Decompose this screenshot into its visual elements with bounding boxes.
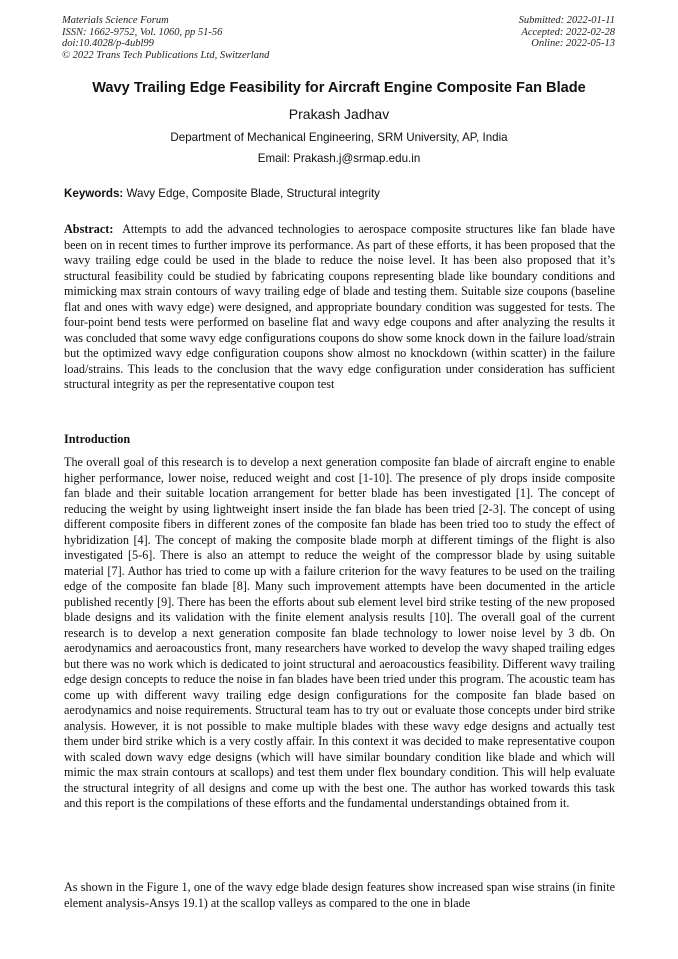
journal-name: Materials Science Forum (62, 15, 169, 26)
publication-dates (519, 15, 615, 50)
keywords (64, 187, 616, 200)
introduction-paragraph-2: As shown in the Figure 1, one of the wavy edge blade design features show increased span wise strains (in finite element analysis-Ansys 19.1) at the scallop valleys as compared to the one in blade (64, 880, 615, 910)
author-email: Email: Prakash.j@srmap.edu.in (257, 152, 421, 165)
abstract-label: Abstract: (64, 222, 114, 236)
date-submitted: Submitted: 2022-01-11 (518, 15, 615, 26)
introduction-heading: Introduction (64, 432, 131, 446)
abstract (64, 222, 615, 393)
date-online: Online: 2022-05-13 (531, 38, 615, 50)
abstract-text: Attempts to add the advanced technologies to aerospace composite structures like fan blade have been on in recent times to further improve its performance. As part of these efforts, it has been proposed that the wavy trailing edge could be used in the blade to reduce the noise level. It has been also proposed that it’s structural feasibility could be studied by fabricating coupons representing blade like boundary conditions and mimicking max strain contours of wavy trailing edge of blade and testing them. Suitable size coupons (baseline flat and ones with wavy edge) were designed, and appropriate boundary condition was suggested for tests. The four-point bend tests were performed on baseline flat and wavy edge coupons and after analyzing the results it was concluded that some wavy edge configurations coupons do show some knock down in the failure load/strain but the optimized wavy edge configuration coupons show almost no knockdown (within scatter) in the failure load/strains. This leads to the conclusion that the wavy edge configuration under consideration has sufficient structural integrity as per the representative coupon test (64, 222, 616, 391)
author-affiliation: Department of Mechanical Engineering, SRM University, AP, India (170, 131, 508, 144)
keywords-label: Keywords: (64, 187, 124, 200)
paper-title: Wavy Trailing Edge Feasibility for Aircraft Engine Composite Fan Blade (92, 80, 586, 96)
introduction-paragraph-1: The overall goal of this research is to develop a next generation composite fan blade of aircraft engine to enable higher performance, lower noise, reduced weight and cost [1-10]. The presence of ply drops inside composite fan blade and their suitable location arrangement for better blade has been investigated [1]. The concept of reducing the weight by using lightweight insert inside the fan blade has been tried [2-3]. The concept of using different composite fibers in different zones of the composite fan blade has been tried too to study the effect of hybridization [4]. The concept of making the composite blade morph at different timings of the flight is also investigated [5-6]. There is also an attempt to reduce the weight of the compressor blade by using suitable material [7]. Author has tried to come up with a failure criterion for the wavy features to be used on the trailing edge of the composite fan blade [8]. Many such improvement attempts have been documented in the article published recently [9]. There has been the efforts about sub element level bird strike testing of the new proposed blade designs and its validation with the finite element analysis results [10]. The overall goal of the current research is to develop a next generation composite fan blade technology to lower noise level by 3 db. On aerodynamics and aeroacoustics front, many researchers have worked to develop the wavy shaped trailing edges but there was no work which is dedicated to joint structural and aeroacoustics feasibility. Different wavy trailing edge design concepts to reduce the noise in fan blades have been tried under this program. The acoustic team has come up with different wavy trailing edge design configurations for the composite fan blade based on aerodynamics and noise requirements. Structural team has to try out or evaluate those concepts under bird strike analysis. However, it is not possible to make multiple blades with these wavy edge designs and actually test them under bird strike which is a very costly affair. In this context it was decided to make representative coupon with scaled down wavy edge designs (which will have similar boundary condition like blade and which will mimic the max strain contours at scallops) and test them under flex boundary condition. This will help evaluate the structural integrity of all designs and come up with the best one. The author has worked towards this task and this report is the compilations of these efforts and the fundamental understandings obtained from it. (64, 455, 615, 810)
journal-info (62, 15, 269, 61)
journal-copyright: © 2022 Trans Tech Publications Ltd, Switzerland (62, 49, 270, 61)
journal-doi: doi:10.4028/p-4ubl99 (62, 38, 154, 50)
journal-issn: ISSN: 1662-9752, Vol. 1060, pp 51-56 (62, 26, 223, 38)
date-accepted: Accepted: 2022-02-28 (521, 26, 615, 38)
keywords-text: Wavy Edge, Composite Blade, Structural integrity (126, 187, 380, 200)
author-name: Prakash Jadhav (288, 106, 390, 122)
